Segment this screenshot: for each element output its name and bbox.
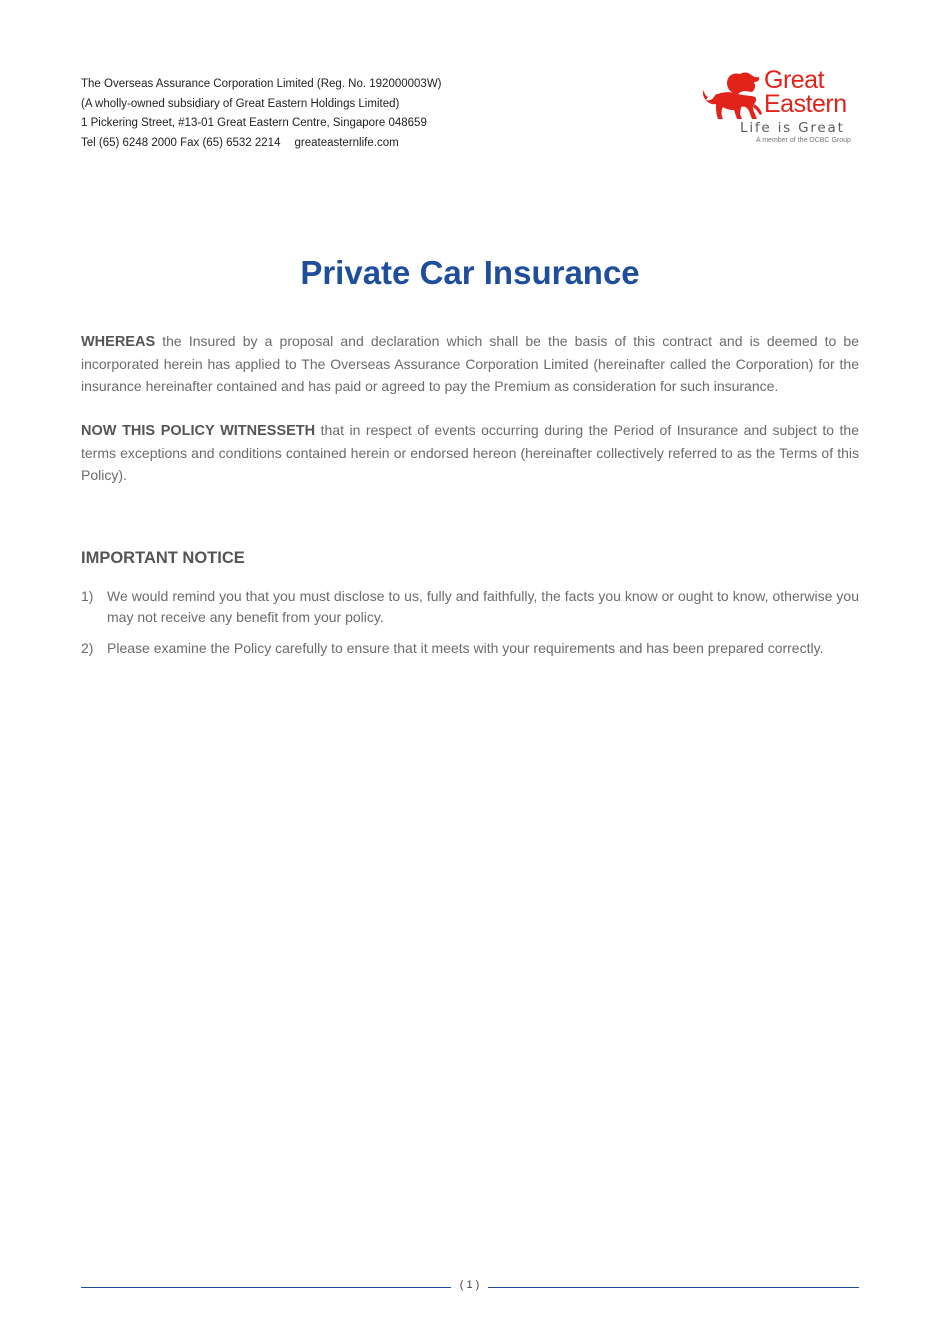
whereas-lead: WHEREAS (81, 334, 156, 350)
brand-line-2: Eastern (764, 90, 847, 118)
brand-line-1: Great (764, 66, 825, 94)
important-notice-heading: IMPORTANT NOTICE (81, 549, 245, 567)
website-link[interactable]: greateasternlife.com (294, 136, 399, 149)
notice-item (81, 586, 859, 628)
witnesseth-paragraph (81, 419, 859, 486)
address-line-2: (A wholly-owned subsidiary of Great Eastern Holdings Limited) (81, 97, 400, 110)
lion-icon (700, 70, 766, 122)
page-title: Private Car Insurance (300, 254, 640, 291)
whereas-paragraph (81, 330, 859, 397)
address-line-1: The Overseas Assurance Corporation Limited (Reg. No. 192000003W) (81, 78, 442, 90)
notice-item-number: 2) (81, 640, 94, 656)
footer-rule-left (81, 1287, 451, 1288)
notice-item-number: 1) (81, 588, 94, 604)
company-address (81, 75, 442, 153)
notice-item-text: Please examine the Policy carefully to ensure that it meets with your requirements and has been prepared correctly. (107, 640, 824, 656)
notice-item (81, 638, 859, 659)
whereas-text: the Insured by a proposal and declaration which shall be the basis of this contract and is deemed to be incorporated herein has applied to The Overseas Assurance Corporation Limited (hereinafter called the Corporation) for the insurance hereinafter contained and has paid or agreed to pay the Premium as consideration for such insurance. (81, 333, 859, 394)
contact-line (81, 134, 442, 154)
witnesseth-lead: NOW THIS POLICY WITNESSETH (81, 423, 316, 439)
important-notice-list (81, 586, 859, 669)
witnesseth-text: that in respect of events occurring during the Period of Insurance and subject to the terms exceptions and conditions contained herein or endorsed hereon (hereinafter collectively referred to as the Terms of this Policy). (81, 422, 859, 483)
great-eastern-logo (700, 68, 862, 150)
notice-item-text: We would remind you that you must disclose to us, fully and faithfully, the facts you know or ought to know, otherwise you may not receive any benefit from your policy. (107, 588, 859, 625)
page-number: ( 1 ) (459, 1279, 480, 1291)
footer-rule-right (488, 1287, 859, 1288)
brand-name (764, 68, 847, 116)
address-line-3: 1 Pickering Street, #13-01 Great Eastern Centre, Singapore 048659 (81, 117, 427, 129)
member-text: A member of the OCBC Group (756, 137, 851, 144)
tagline: Life is Great (740, 120, 845, 136)
phone-fax: Tel (65) 6248 2000 Fax (65) 6532 2214 (81, 136, 281, 149)
